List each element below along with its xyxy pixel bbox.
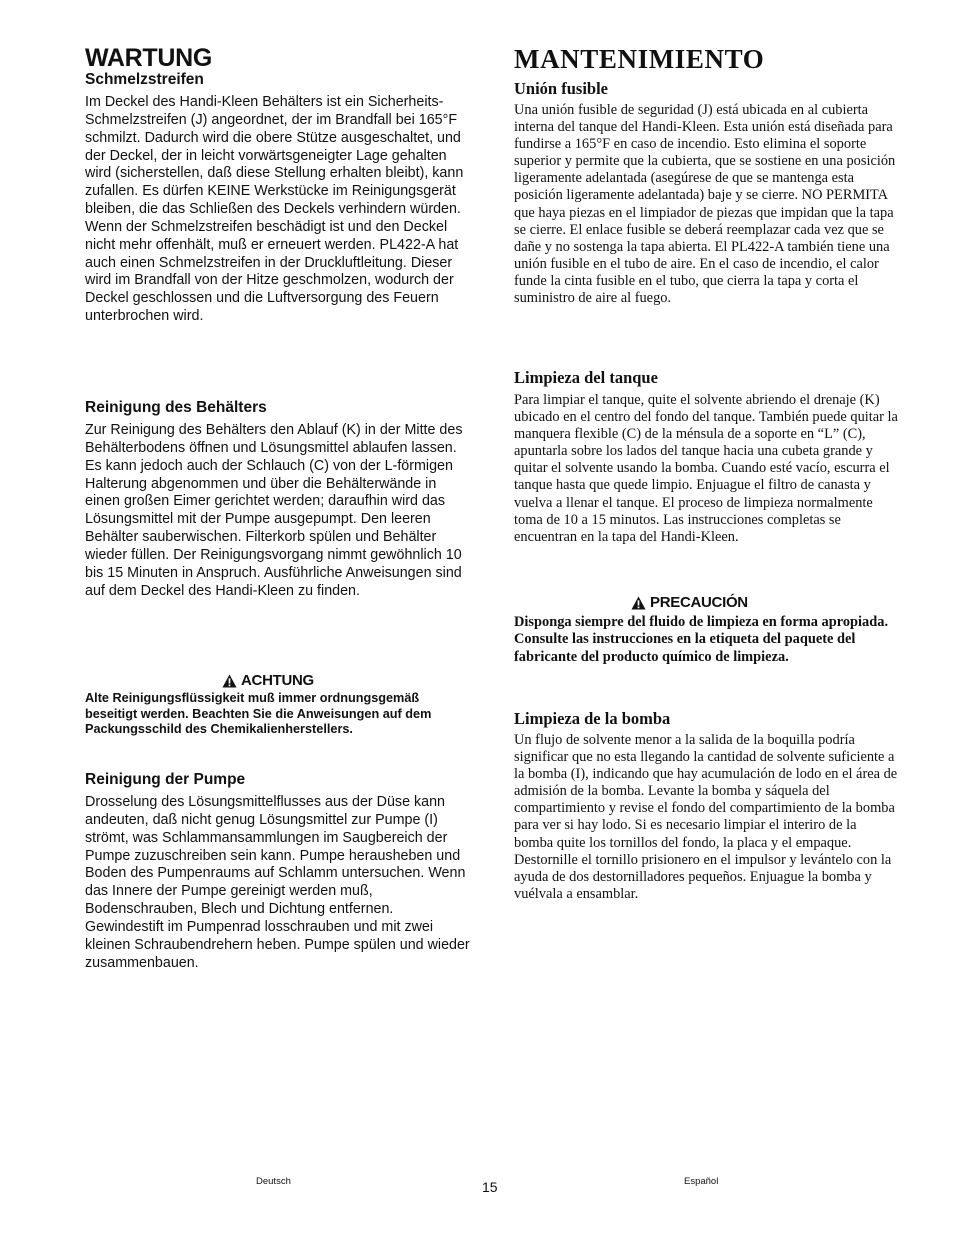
de-heading-schmelzstreifen: Schmelzstreifen bbox=[85, 71, 204, 88]
warning-triangle-icon bbox=[222, 674, 237, 688]
de-paragraph-schmelzstreifen: Im Deckel des Handi-Kleen Behälters ist ein Sicherheits-Schmelzstreifen (J) angeordnet, der im Brandfall bei 165°F schmilzt. Dadurch wird die obere Stütze ausgeschaltet, und der Deckel, der in leicht vorwärtsgeneigter Lage gehalten wird (sicherstellen, daß diese Stellung erhalten bleibt), kann zufallen. Es dürfen KEINE Werkstücke im Reinigungsgerät bleiben, die das Schließen des Deckels verhindern würden. Wenn der Schmelzstreifen beschädigt ist und den Deckel nicht mehr offenhält, muß er erneuert werden. PL422-A hat auch einen Schmelzstreifen in der Druckluftleitung. Dieser wird im Brandfall von der Hitze geschmolzen, wodurch der Deckel geschlossen und die Luftversorgung des Feuern unterbrochen wird. bbox=[85, 94, 464, 325]
es-paragraph-union-fusible: Una unión fusible de seguridad (J) está ubicada en al cubierta interna del tanque del Handi-Kleen. Esta unión está diseñada para fundirse a 165°F en caso de incendio. Esto elimina el soporte superior y permite que la cubierta, que se sostiene en una posición ligeramente adelantada (asegúrese de que se mantenga esta posición ligeramente adelantada) baje y se cierre. NO PERMITA que haya piezas en el limpiador de piezas que impidan que la tapa se cierre. El enlace fusible se deberá reemplazar cada vez que se dañe y no sostenga la tapa abierta. El PL422-A también tiene una unión fusible en el tubo de aire. En el caso de incendio, el calor funde la cinta fusible en el tubo, que cierra la tapa y corta el suministro de aire al fuego. bbox=[514, 102, 896, 307]
es-warning-label: PRECAUCIÓN bbox=[650, 594, 748, 611]
warning-triangle-icon bbox=[631, 596, 646, 610]
de-warning-label: ACHTUNG bbox=[241, 672, 314, 689]
es-paragraph-limpieza-tanque: Para limpiar el tanque, quite el solvente abriendo el drenaje (K) ubicado en el centro del fondo del tanque. También puede quitar la manquera flexible (C) de la ménsula de a soporte en “L” (C), apuntarla sobre los lados del tanque hacia una cubeta grande y quitar el solvente usando la bomba. Cuando esté vacío, escurra el tanque hasta que quede limpio. Enjuague el filtro de canasta y vuelva a llenar el tanque. El proceso de limpieza normalmente toma de 10 a 15 minutos. Las instrucciones completas se encuentran en la tapa del Handi-Kleen. bbox=[514, 392, 898, 545]
de-heading-reinigung-behaelter: Reinigung des Behälters bbox=[85, 399, 267, 416]
de-paragraph-reinigung-pumpe: Drosselung des Lösungsmittelflusses aus der Düse kann andeuten, daß nicht genug Lösungsmittel zur Pumpe (I) strömt, was Schlammansammlungen im Saugbereich der Pumpe zuzuschreiben sein kann. Pumpe herausheben und Boden des Pumpenraums auf Schlamm untersuchen. Wenn das Innere der Pumpe gereinigt werden muß, Bodenschrauben, Blech und Dichtung entfernen. Gewindestift im Pumpenrad losschrauben und mit zwei kleinen Schraubendrehern heben. Pumpe spülen und wieder zusammenbauen. bbox=[85, 794, 470, 971]
es-warning-text: Disponga siempre del fluido de limpieza en forma apropiada. Consulte las instrucciones en la etiqueta del paquete del fabricante del producto químico de limpieza. bbox=[514, 614, 889, 665]
de-page-title: WARTUNG bbox=[85, 44, 213, 72]
es-heading-limpieza-bomba: Limpieza de la bomba bbox=[514, 709, 671, 728]
de-warning-title bbox=[222, 672, 314, 690]
de-heading-reinigung-pumpe: Reinigung der Pumpe bbox=[85, 771, 246, 788]
es-paragraph-limpieza-bomba: Un flujo de solvente menor a la salida de la boquilla podría significar que no esta llegando la cantidad de solvente suficiente a la bomba (I), indicando que hay acumulación de lodo en el área de admisión de la bomba. Levante la bomba y sáquela del compartimiento y revise el fondo del compartimiento de la bomba para ver si hay lodo. Si es necesario limpiar el interiro de la bomba quite los tornillos del fondo, la placa y el empaque. Destornille el tornillo prisionero en el impulsor y levántelo con la ayuda de dos destornilladores pequeños. Enjuague la bomba y vuélvala a ensamblar. bbox=[514, 732, 898, 902]
es-page-title: MANTENIMIENTO bbox=[514, 44, 765, 74]
page-number: 15 bbox=[482, 1179, 498, 1195]
es-warning-title bbox=[631, 594, 748, 612]
de-paragraph-reinigung-behaelter: Zur Reinigung des Behälters den Ablauf (K) in der Mitte des Behälterbodens öffnen und Lösungsmittel ablaufen lassen. Es kann jedoch auch der Schlauch (C) von der L-förmigen Halterung abgenommen und über die Behälterwände in einen großen Eimer gerichtet werden; daraufhin wird das Lösungsmittel mit der Pumpe ausgepumpt. Den leeren Behälter sauberwischen. Filterkorb spülen und Behälter wieder füllen. Der Reinigungsvorgang nimmt gewöhnlich 10 bis 15 Minuten in Anspruch. Ausführliche Anweisungen sind auf dem Deckel des Handi-Kleen zu finden. bbox=[85, 422, 463, 599]
de-warning-text: Alte Reinigungsflüssigkeit muß immer ordnungsgemäß beseitigt werden. Beachten Sie die Anweisungen auf dem Packungsschild des Chemikalienherstellers. bbox=[85, 691, 432, 736]
footer-language-es: Español bbox=[684, 1176, 719, 1187]
es-heading-limpieza-tanque: Limpieza del tanque bbox=[514, 368, 658, 387]
footer-language-de: Deutsch bbox=[256, 1176, 291, 1187]
es-heading-union-fusible: Unión fusible bbox=[514, 79, 608, 98]
